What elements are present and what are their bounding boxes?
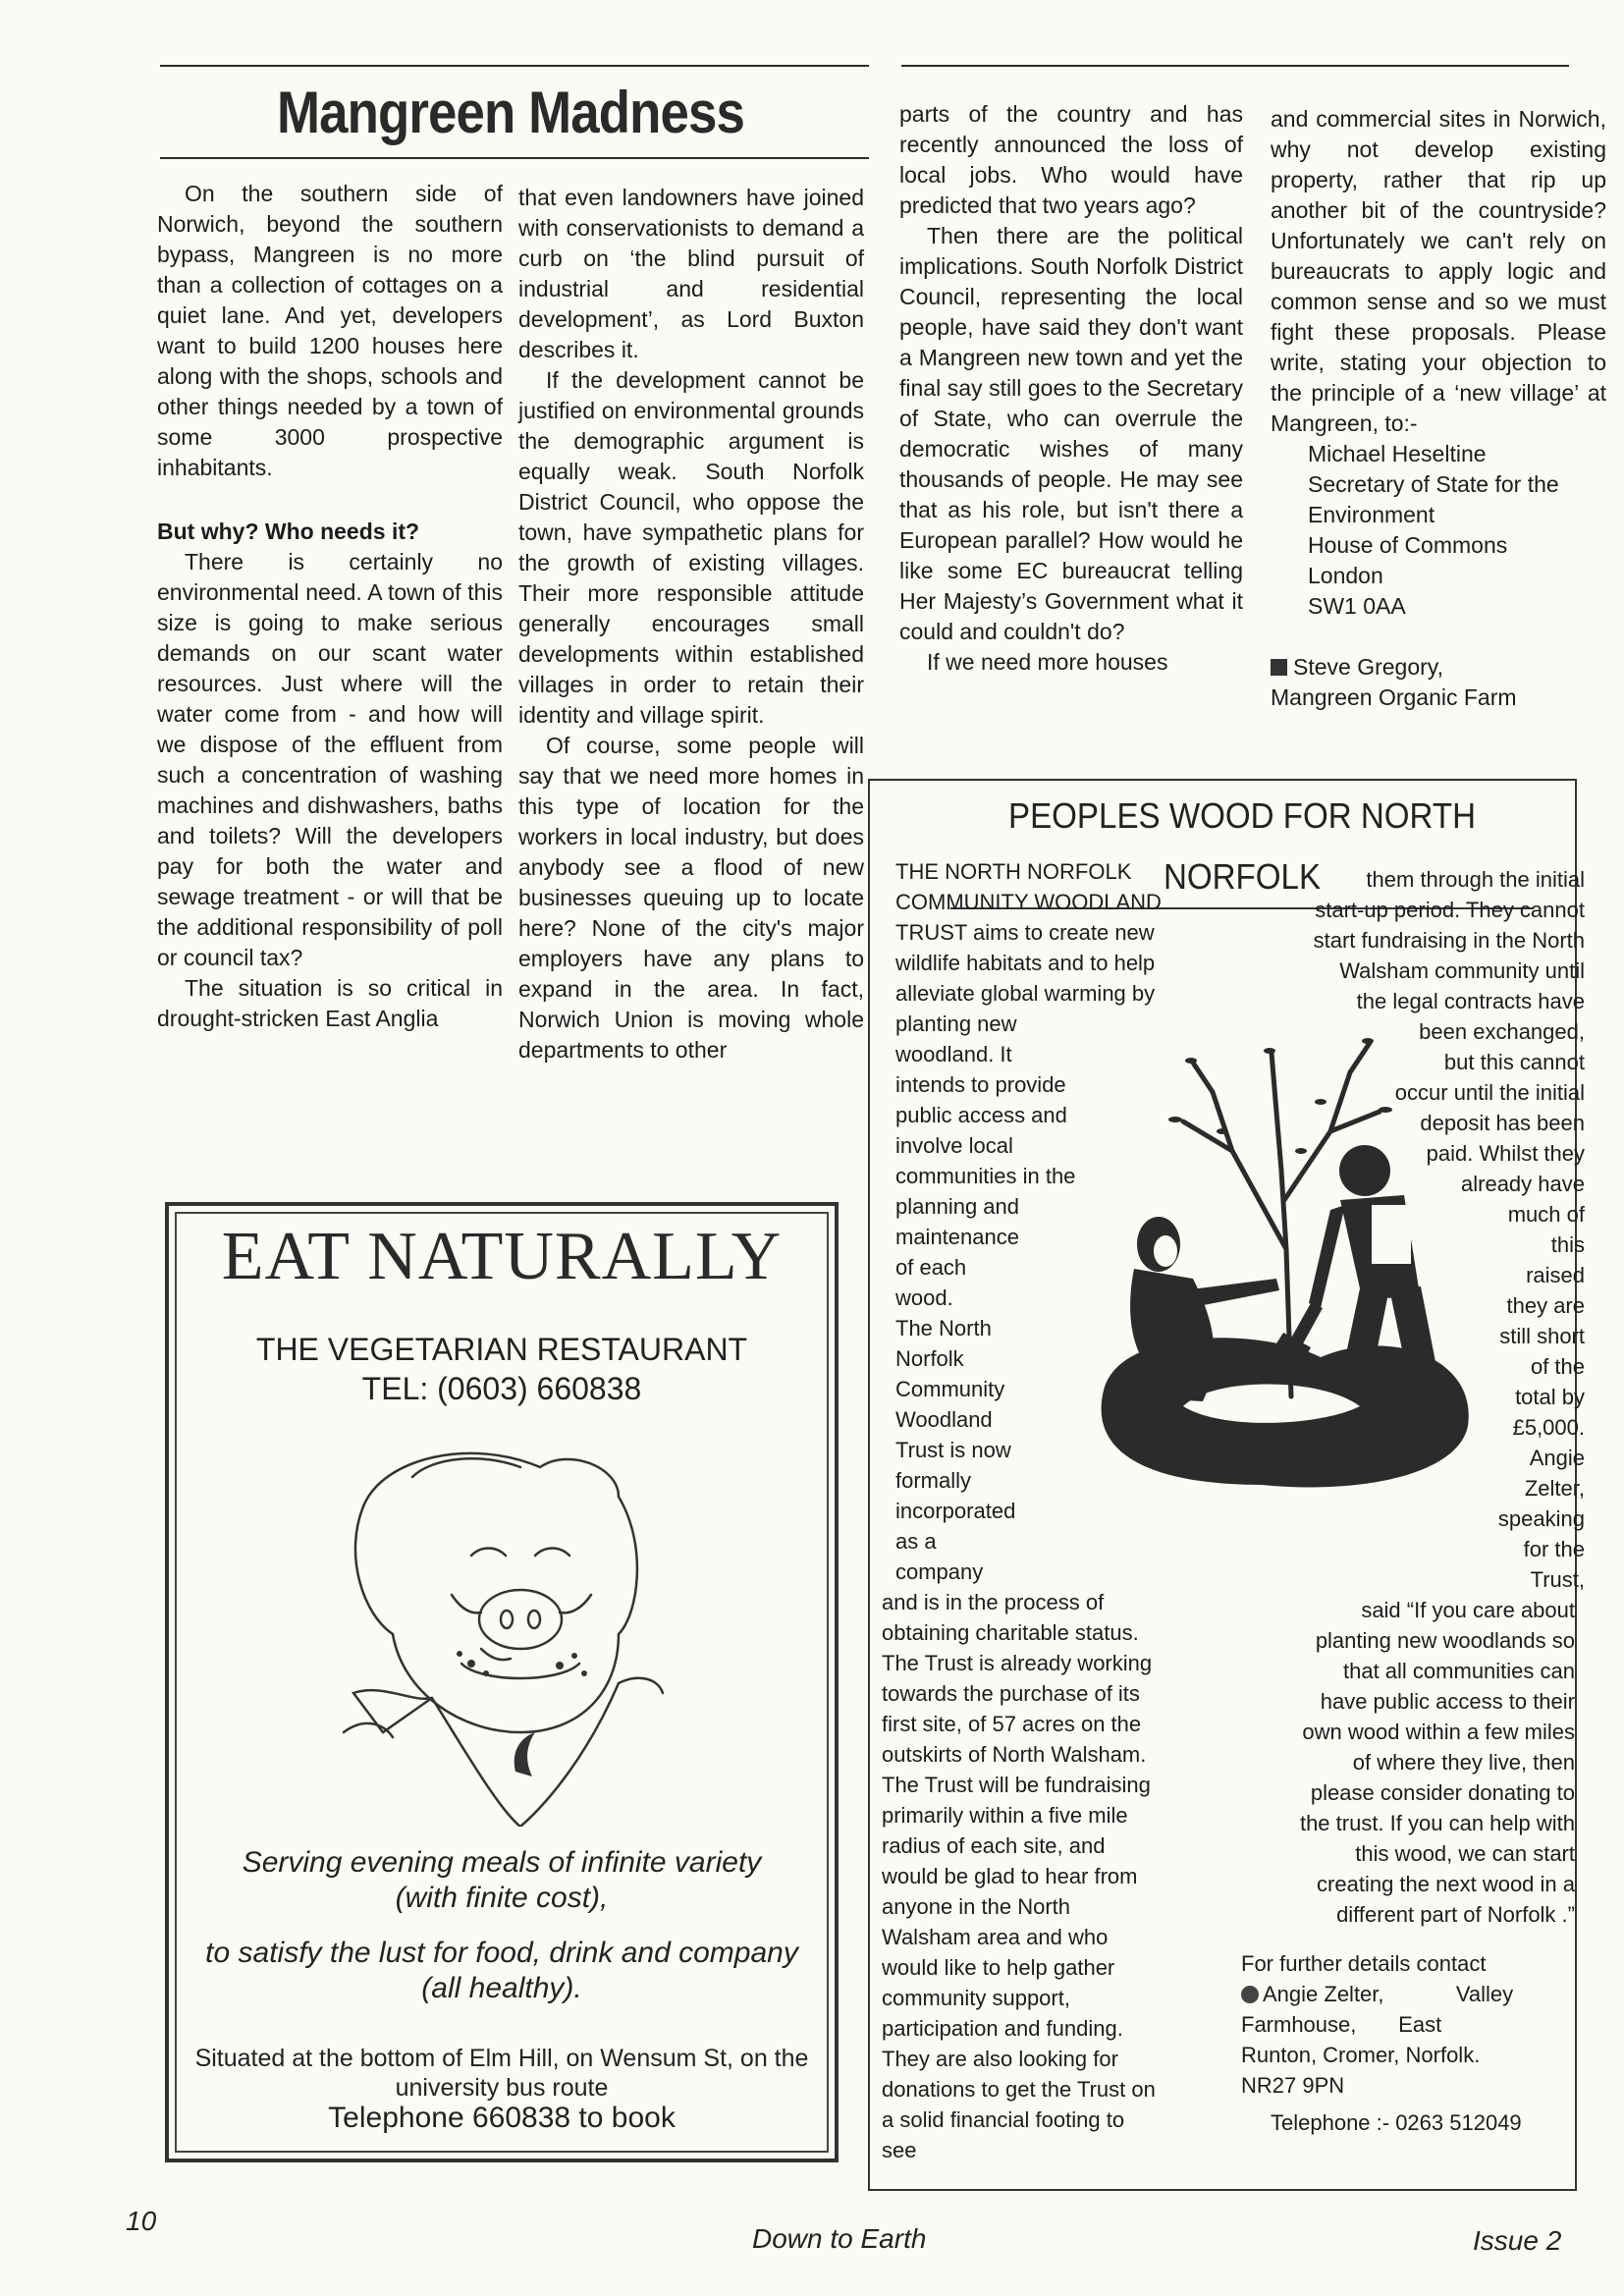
text-line xyxy=(1245,986,1585,1016)
text-line-content: Community xyxy=(895,1377,1005,1401)
text-line xyxy=(1237,1625,1575,1656)
circle-bullet-icon xyxy=(1241,1986,1259,2003)
text-line xyxy=(1245,1564,1585,1595)
text-line-content: communities in the xyxy=(895,1164,1076,1188)
text-line xyxy=(1245,956,1585,986)
text-line-content: speaking xyxy=(1497,1506,1585,1531)
ad-booking: Telephone 660838 to book xyxy=(328,2102,676,2134)
text-line-content: NR27 9PN xyxy=(1241,2073,1345,2098)
text-line-content: they are xyxy=(1506,1293,1585,1318)
text-line xyxy=(1241,2040,1575,2070)
text-line xyxy=(895,948,1239,978)
text-line-content: COMMUNITY WOODLAND xyxy=(895,890,1162,914)
text-line xyxy=(1245,1503,1585,1534)
text-line xyxy=(1241,2009,1575,2040)
text-line-content: community support, xyxy=(882,1986,1070,2010)
text-line-content: radius of each site, and xyxy=(882,1833,1106,1858)
text-line-content: would be glad to hear from xyxy=(882,1864,1138,1888)
text-line-content: that all communities can xyxy=(1343,1659,1575,1683)
text-line-content: of each xyxy=(895,1255,967,1280)
text-line-content: but this cannot xyxy=(1443,1050,1585,1074)
text-line-content: Walsham community until xyxy=(1339,958,1585,983)
text-line-content: much of xyxy=(1507,1202,1585,1227)
text-line xyxy=(882,2074,1206,2105)
text-line-content: incorporated xyxy=(895,1499,1016,1523)
ad-location-2: university bus route xyxy=(395,2074,609,2102)
text-line xyxy=(882,1678,1206,1709)
article-column-3 xyxy=(899,99,1243,678)
text-line-content: still short xyxy=(1499,1324,1585,1348)
ad-location-1: Situated at the bottom of Elm Hill, on Wensum St, on the xyxy=(194,2045,809,2072)
text-line xyxy=(1237,1747,1575,1777)
text-line-content: said “If you care about xyxy=(1361,1598,1575,1622)
text-line-content: The Trust will be fundraising xyxy=(882,1773,1151,1797)
article-paragraph: The situation is so critical in drought-stricken East Anglia xyxy=(157,975,503,1031)
article-title: Mangreen Madness xyxy=(277,80,744,145)
text-line xyxy=(882,1831,1206,1861)
text-line xyxy=(895,917,1239,948)
text-line-content: already have xyxy=(1461,1172,1585,1196)
article-paragraph: There is certainly no environmental need. A town of this size is going to make serious demands on our scant water resources. Just where will the water come from - and how will we dispose of the effluent from such a concentration of washing machines and dishwashers, baths and toilets? Will the developers pay for both the water and sewage treatment - or will that be the additional responsibility of poll or council tax? xyxy=(157,549,503,970)
text-line xyxy=(895,1526,1239,1557)
text-line xyxy=(1237,1808,1575,1838)
ad-tagline-1b: (with finite cost), xyxy=(395,1882,609,1914)
text-line xyxy=(882,2013,1206,2044)
article-subheading: But why? Who needs it? xyxy=(157,519,420,544)
text-line xyxy=(1237,1838,1575,1869)
text-line xyxy=(1237,1717,1575,1747)
text-line xyxy=(1237,1899,1575,1930)
publication-name: Down to Earth xyxy=(752,2223,927,2254)
text-line-content: alleviate global warming by xyxy=(895,981,1156,1006)
text-line-content: have public access to their xyxy=(1320,1689,1575,1714)
text-line xyxy=(1237,1595,1575,1625)
text-line-content: THE NORTH NORFOLK xyxy=(895,859,1132,884)
address-line: SW1 0AA xyxy=(1308,593,1406,619)
text-line-content: creating the next wood in a xyxy=(1317,1872,1575,1896)
text-line xyxy=(882,1648,1206,1678)
peoples-wood-telephone: Telephone :- 0263 512049 xyxy=(1271,2110,1522,2135)
text-line xyxy=(1245,925,1585,956)
text-line-content: start fundraising in the North xyxy=(1313,928,1585,953)
text-line xyxy=(1237,1686,1575,1717)
text-line xyxy=(882,2105,1206,2135)
text-line xyxy=(882,1952,1206,1983)
text-line-content: anyone in the North xyxy=(882,1894,1071,1919)
article-paragraph: Then there are the political implications. South Norfolk District Council, representing the local people, have said they don't want a Mangreen new town and yet the final say still goes to the Secretary of State, who can overrule the democratic wishes of many thousands of people. He may see that as his role, but isn't there a European parallel? How would he like some EC bureaucrat telling Her Majesty’s Government what it could and couldn't do? xyxy=(899,223,1243,644)
article-paragraph: that even landowners have joined with conservationists to demand a curb on ‘the blind pursuit of industrial and residential development’, as Lord Buxton describes it. xyxy=(518,185,864,362)
text-line-content: and is in the process of xyxy=(882,1590,1105,1614)
text-line-content: For further details contact xyxy=(1241,1951,1487,1976)
text-line xyxy=(1237,1656,1575,1686)
text-line-content: them through the initial xyxy=(1366,867,1585,892)
article-paragraph: On the southern side of Norwich, beyond the southern bypass, Mangreen is no more than a collection of cottages on a quiet lane. And yet, developers want to build 1200 houses here along with the shops, schools and other things needed by a town of some 3000 prospective inhabitants. xyxy=(157,181,503,480)
text-line-content: the trust. If you can help with xyxy=(1299,1811,1575,1835)
text-line-content: Runton, Cromer, Norfolk. xyxy=(1241,2043,1481,2067)
title-underline xyxy=(160,157,869,159)
ad-subtitle: THE VEGETARIAN RESTAURANT xyxy=(255,1332,748,1367)
article-column-2 xyxy=(518,183,864,1066)
article-paragraph: If the development cannot be justified on environmental grounds the demographic argument is equally weak. South Norfolk District Council, who oppose the town, have sympathetic plans for the growth of existing villages. Their more responsible attitude generally encourages small developments within established villages in order to retain their identity and village spirit. xyxy=(518,367,864,728)
peoples-wood-contact xyxy=(1241,1948,1575,2101)
text-line-content: the legal contracts have xyxy=(1356,989,1585,1013)
text-line xyxy=(1237,1869,1575,1899)
text-line-content: paid. Whilst they xyxy=(1426,1141,1585,1166)
issue-number: Issue 2 xyxy=(1473,2225,1562,2256)
text-line-content: outskirts of North Walsham. xyxy=(882,1742,1147,1767)
signature-org: Mangreen Organic Farm xyxy=(1271,684,1517,710)
text-line-content: planting new xyxy=(895,1011,1017,1036)
text-line-content: for the xyxy=(1523,1537,1585,1561)
text-line-content: a solid financial footing to xyxy=(882,2107,1125,2132)
text-line-content: deposit has been xyxy=(1420,1111,1585,1135)
text-line xyxy=(895,1557,1239,1587)
text-line-content: wood. xyxy=(895,1285,953,1310)
address-line: Michael Heseltine xyxy=(1308,441,1487,466)
text-line-content: intends to provide xyxy=(895,1072,1066,1097)
text-line-content: The North xyxy=(895,1316,992,1340)
text-line-content: They are also looking for xyxy=(882,2047,1118,2071)
text-line-content: would like to help gather xyxy=(882,1955,1115,1980)
text-line xyxy=(882,1861,1206,1891)
text-line-content: Trust is now xyxy=(895,1438,1011,1462)
address-line: House of Commons xyxy=(1308,532,1508,558)
text-line xyxy=(1245,864,1585,895)
text-line-content: please consider donating to xyxy=(1310,1780,1575,1805)
article-paragraph: If we need more houses xyxy=(927,649,1168,675)
text-line-content: Trust, xyxy=(1530,1567,1585,1592)
text-line xyxy=(895,856,1239,887)
peoples-wood-bottom-text xyxy=(882,1587,1206,2165)
text-line-content: participation and funding. xyxy=(882,2016,1123,2041)
text-line-content: planning and xyxy=(895,1194,1020,1219)
article-column-4 xyxy=(1271,104,1606,713)
text-line-content: this xyxy=(1550,1232,1585,1257)
text-line-content: maintenance xyxy=(895,1225,1019,1249)
top-rule-left xyxy=(160,65,869,67)
text-line-content: total by xyxy=(1515,1385,1585,1409)
text-line-content: Zelter, xyxy=(1524,1476,1585,1501)
text-line xyxy=(882,2135,1206,2165)
ad-telephone: TEL: (0603) 660838 xyxy=(361,1371,642,1406)
text-line-content: own wood within a few miles xyxy=(1302,1720,1575,1744)
text-line-content: TRUST aims to create new xyxy=(895,920,1155,945)
text-line xyxy=(1245,895,1585,925)
text-line-content: raised xyxy=(1526,1263,1585,1287)
text-line xyxy=(882,1770,1206,1800)
article-paragraph: and commercial sites in Norwich, why not develop existing property, rather that rip up another bit of the countryside? Unfortunately we can't rely on bureaucrats to apply logic and common sense and so we must fight these proposals. Please write, stating your objection to the principle of a ‘new village’ at Mangreen, to:- xyxy=(1271,106,1606,436)
text-line-content: of the xyxy=(1530,1354,1585,1379)
text-line-content: planting new woodlands so xyxy=(1315,1628,1575,1653)
text-line xyxy=(1241,1948,1575,1979)
text-line-content: involve local xyxy=(895,1133,1013,1158)
article-paragraph: parts of the country and has recently announced the loss of local jobs. Who would have predicted that two years ago? xyxy=(899,101,1243,218)
page-number: 10 xyxy=(126,2206,157,2236)
text-line-content: this wood, we can start xyxy=(1355,1841,1575,1866)
signature-name: Steve Gregory, xyxy=(1293,654,1443,680)
address-line: Environment xyxy=(1308,502,1435,527)
text-line-content: first site, of 57 acres on the xyxy=(882,1712,1142,1736)
text-line xyxy=(882,1922,1206,1952)
text-line-content: Angie xyxy=(1529,1446,1585,1470)
address-line: Secretary of State for the xyxy=(1308,471,1559,497)
text-line-content: occur until the initial xyxy=(1394,1080,1585,1105)
text-line-content: of where they live, then xyxy=(1352,1750,1575,1775)
text-line xyxy=(882,1587,1206,1617)
text-line-content: towards the purchase of its xyxy=(882,1681,1140,1706)
text-line xyxy=(1241,2070,1575,2101)
address-line: London xyxy=(1308,563,1383,588)
text-line-content: Woodland xyxy=(895,1407,993,1432)
text-line-content: see xyxy=(882,2138,917,2162)
article-signature xyxy=(1271,652,1606,713)
text-line xyxy=(882,1983,1206,2013)
text-line xyxy=(882,1800,1206,1831)
text-line-content: company xyxy=(895,1559,984,1584)
text-line-content: woodland. It xyxy=(895,1042,1012,1066)
text-line-content: as a xyxy=(895,1529,937,1554)
top-rule-right xyxy=(901,65,1569,67)
pig-illustration-icon xyxy=(324,1438,687,1827)
text-line xyxy=(1241,1979,1575,2009)
text-line-content: start-up period. They cannot xyxy=(1315,898,1585,922)
text-line xyxy=(882,2044,1206,2074)
text-line-content: Walsham area and who xyxy=(882,1925,1109,1949)
ad-tagline-2: to satisfy the lust for food, drink and company xyxy=(205,1937,798,1969)
square-bullet-icon xyxy=(1271,659,1287,676)
ad-tagline-1: Serving evening meals of infinite variety xyxy=(242,1846,762,1879)
text-line-content: obtaining charitable status. xyxy=(882,1620,1139,1645)
text-line xyxy=(1237,1777,1575,1808)
text-line xyxy=(895,887,1239,917)
text-line xyxy=(882,1739,1206,1770)
peoples-wood-quote-text xyxy=(1237,1595,1575,1930)
text-line-content: Norfolk xyxy=(895,1346,964,1371)
ad-title: EAT NATURALLY xyxy=(221,1219,783,1294)
address-block xyxy=(1271,439,1606,622)
text-line xyxy=(882,1891,1206,1922)
text-line-content: different part of Norfolk .” xyxy=(1336,1902,1575,1927)
text-line-content: donations to get the Trust on xyxy=(882,2077,1156,2102)
text-line-content: The Trust is already working xyxy=(882,1651,1153,1675)
tree-planting-illustration-icon xyxy=(1065,1033,1492,1504)
text-line xyxy=(1245,1534,1585,1564)
text-line xyxy=(882,1709,1206,1739)
ad-tagline-2b: (all healthy). xyxy=(421,1972,582,2004)
text-line-content: £5,000. xyxy=(1512,1415,1585,1440)
peoples-wood-title: PEOPLES WOOD FOR NORTH NORFOLK xyxy=(950,786,1534,909)
text-line xyxy=(882,1617,1206,1648)
article-paragraph: Of course, some people will say that we need more homes in this type of location for the workers in local industry, but does anybody see a flood of new businesses queuing up to locate here? None of the city's major employers have any plans to expand in the area. In fact, Norwich Union is moving whole departments to other xyxy=(518,733,864,1063)
text-line-content: primarily within a five mile xyxy=(882,1803,1128,1828)
article-column-1 xyxy=(157,179,503,1034)
text-line-content: been exchanged, xyxy=(1419,1019,1585,1044)
text-line-content: public access and xyxy=(895,1103,1067,1127)
text-line-content: wildlife habitats and to help xyxy=(895,951,1156,975)
text-line xyxy=(895,978,1239,1009)
text-line-content: formally xyxy=(895,1468,972,1493)
text-line-content: Angie Zelter, Valley xyxy=(1263,1982,1514,2006)
text-line-content: Farmhouse, East xyxy=(1241,2012,1442,2037)
